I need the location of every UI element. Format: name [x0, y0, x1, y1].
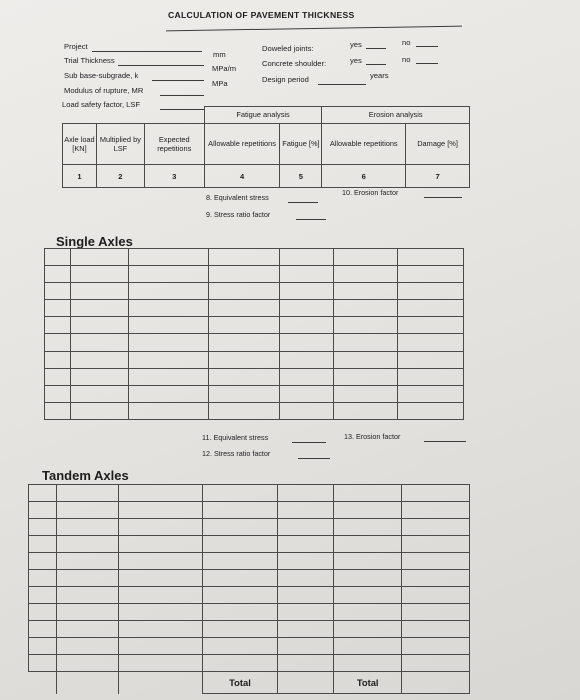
table-cell[interactable]: [118, 553, 202, 570]
table-cell[interactable]: [70, 249, 128, 266]
table-cell[interactable]: [56, 502, 118, 519]
table-cell[interactable]: [278, 502, 334, 519]
tandem-stress-ratio-label: 12. Stress ratio factor: [202, 449, 271, 458]
table-cell[interactable]: [334, 317, 398, 334]
col-axle-load: Axle load [KN]: [63, 123, 97, 165]
table-cell[interactable]: [118, 502, 202, 519]
table-cell[interactable]: [128, 385, 208, 402]
table-cell[interactable]: [70, 283, 128, 300]
table-cell[interactable]: [278, 621, 334, 638]
page-title: CALCULATION OF PAVEMENT THICKNESS: [168, 10, 355, 20]
table-cell[interactable]: [280, 249, 334, 266]
design-period-field[interactable]: [318, 84, 366, 85]
table-cell[interactable]: [402, 655, 470, 672]
table-cell[interactable]: [128, 266, 208, 283]
col-fatigue-percent: Fatigue [%]: [280, 123, 322, 165]
table-cell[interactable]: [29, 502, 57, 519]
table-cell[interactable]: [208, 385, 280, 402]
table-cell[interactable]: [280, 351, 334, 368]
table-cell[interactable]: [278, 519, 334, 536]
table-cell[interactable]: [70, 402, 128, 419]
table-cell[interactable]: [56, 672, 118, 694]
col-damage-percent: Damage [%]: [406, 123, 470, 165]
table-cell[interactable]: [128, 368, 208, 385]
stress-ratio-label: 9. Stress ratio factor: [206, 210, 271, 219]
table-cell[interactable]: [118, 621, 202, 638]
table-cell[interactable]: [278, 587, 334, 604]
stress-ratio-field[interactable]: [296, 219, 326, 220]
table-cell[interactable]: [208, 334, 280, 351]
table-cell[interactable]: [334, 621, 402, 638]
table-cell[interactable]: [402, 519, 470, 536]
table-cell[interactable]: [334, 655, 402, 672]
table-cell[interactable]: [208, 351, 280, 368]
table-cell[interactable]: [202, 519, 278, 536]
erosion-analysis-header: Erosion analysis: [322, 107, 470, 124]
table-cell[interactable]: [29, 587, 57, 604]
table-cell[interactable]: [402, 485, 470, 502]
table-cell[interactable]: [118, 604, 202, 621]
table-cell[interactable]: [56, 604, 118, 621]
table-cell[interactable]: [334, 351, 398, 368]
table-cell[interactable]: [280, 402, 334, 419]
table-cell[interactable]: [334, 536, 402, 553]
table-cell[interactable]: [45, 266, 71, 283]
shoulder-yes: yes: [350, 56, 362, 65]
table-cell[interactable]: [202, 638, 278, 655]
table-cell[interactable]: [278, 655, 334, 672]
table-cell[interactable]: [29, 638, 57, 655]
table-cell[interactable]: [128, 334, 208, 351]
col-number-4: 4: [204, 165, 280, 188]
table-cell[interactable]: [280, 283, 334, 300]
table-cell[interactable]: [402, 570, 470, 587]
table-cell[interactable]: [334, 485, 402, 502]
shoulder-yes-field[interactable]: [366, 64, 386, 65]
table-cell[interactable]: [118, 672, 202, 694]
table-cell[interactable]: [334, 300, 398, 317]
table-cell[interactable]: [334, 334, 398, 351]
table-cell[interactable]: [280, 385, 334, 402]
table-cell[interactable]: [45, 385, 71, 402]
table-cell[interactable]: [208, 283, 280, 300]
table-cell[interactable]: [278, 604, 334, 621]
table-cell[interactable]: [334, 249, 398, 266]
table-cell[interactable]: [402, 553, 470, 570]
table-cell[interactable]: [128, 317, 208, 334]
table-cell[interactable]: [29, 553, 57, 570]
equivalent-stress-label: 8. Equivalent stress: [206, 193, 269, 202]
table-cell[interactable]: [118, 570, 202, 587]
table-cell[interactable]: [56, 536, 118, 553]
analysis-header-table: [62, 106, 470, 188]
table-cell[interactable]: [334, 587, 402, 604]
table-cell[interactable]: [70, 368, 128, 385]
table-cell[interactable]: [334, 519, 402, 536]
project-field[interactable]: [92, 51, 202, 52]
trial-thickness-label: Trial Thickness: [64, 56, 115, 65]
table-cell[interactable]: [398, 266, 464, 283]
table-cell[interactable]: [398, 351, 464, 368]
table-cell[interactable]: [29, 655, 57, 672]
doweled-yes-field[interactable]: [366, 48, 386, 49]
table-cell[interactable]: [45, 402, 71, 419]
table-cell[interactable]: [29, 570, 57, 587]
table-cell[interactable]: [280, 334, 334, 351]
total-fatigue-value[interactable]: [278, 672, 334, 694]
table-cell[interactable]: [402, 587, 470, 604]
unit-mpam: MPa/m: [212, 64, 237, 73]
col-number-7: 7: [406, 165, 470, 188]
tandem-erosion-factor-label: 13. Erosion factor: [344, 432, 401, 441]
modulus-field[interactable]: [160, 95, 204, 96]
table-cell[interactable]: [208, 402, 280, 419]
col-allowable-repetitions-erosion: Allowable repetitions: [322, 123, 406, 165]
table-cell[interactable]: [202, 621, 278, 638]
table-cell[interactable]: [278, 485, 334, 502]
table-cell[interactable]: [128, 402, 208, 419]
table-cell[interactable]: [208, 300, 280, 317]
table-cell[interactable]: [334, 368, 398, 385]
project-label: Project: [64, 42, 88, 51]
table-cell[interactable]: [334, 553, 402, 570]
table-cell[interactable]: [202, 655, 278, 672]
subbase-field[interactable]: [152, 80, 204, 81]
table-cell[interactable]: [202, 587, 278, 604]
table-cell[interactable]: [29, 621, 57, 638]
col-allowable-repetitions-fatigue: Allowable repetitions: [204, 123, 280, 165]
table-cell[interactable]: [45, 351, 71, 368]
table-cell[interactable]: [56, 621, 118, 638]
table-cell[interactable]: [56, 655, 118, 672]
shoulder-no: no: [402, 55, 411, 64]
col-number-3: 3: [144, 165, 204, 188]
table-cell[interactable]: [29, 536, 57, 553]
table-cell[interactable]: [208, 317, 280, 334]
table-cell[interactable]: [45, 317, 71, 334]
tandem-axles-title: Tandem Axles: [42, 468, 129, 483]
table-cell[interactable]: [56, 638, 118, 655]
table-cell[interactable]: [29, 485, 57, 502]
table-cell[interactable]: [334, 638, 402, 655]
title-underline: [166, 26, 462, 32]
table-cell[interactable]: [56, 553, 118, 570]
doweled-no: no: [402, 38, 411, 47]
table-cell[interactable]: [128, 283, 208, 300]
table-cell[interactable]: [128, 351, 208, 368]
table-cell[interactable]: [334, 604, 402, 621]
lsf-label: Load safety factor, LSF: [62, 100, 141, 109]
col-multiplied-lsf: Multiplied by LSF: [96, 123, 144, 165]
years-label: years: [370, 71, 389, 80]
fatigue-analysis-header: Fatigue analysis: [204, 107, 322, 124]
table-cell[interactable]: [278, 570, 334, 587]
table-cell[interactable]: [334, 266, 398, 283]
trial-thickness-field[interactable]: [118, 65, 204, 66]
total-erosion-value[interactable]: [402, 672, 470, 694]
table-cell[interactable]: [118, 655, 202, 672]
total-fatigue-cell: Total: [202, 672, 278, 694]
tandem-erosion-factor-field[interactable]: [424, 441, 466, 442]
unit-mm: mm: [213, 50, 226, 59]
erosion-factor-field[interactable]: [424, 197, 462, 198]
table-cell[interactable]: [280, 300, 334, 317]
table-cell[interactable]: [118, 485, 202, 502]
col-number-5: 5: [280, 165, 322, 188]
table-cell[interactable]: [118, 587, 202, 604]
table-cell[interactable]: [56, 587, 118, 604]
table-cell[interactable]: [70, 334, 128, 351]
table-cell[interactable]: [278, 553, 334, 570]
table-cell[interactable]: [118, 638, 202, 655]
equivalent-stress-field[interactable]: [288, 202, 318, 203]
table-cell[interactable]: [202, 502, 278, 519]
col-expected-repetitions: Expected repetitions: [144, 123, 204, 165]
table-cell[interactable]: [398, 385, 464, 402]
table-cell[interactable]: [334, 502, 402, 519]
table-cell[interactable]: [202, 553, 278, 570]
table-cell[interactable]: [334, 570, 402, 587]
table-cell[interactable]: [202, 536, 278, 553]
table-cell[interactable]: [128, 300, 208, 317]
table-cell[interactable]: [128, 249, 208, 266]
table-cell: [63, 107, 205, 124]
tandem-axles-table[interactable]: [28, 484, 470, 694]
table-cell[interactable]: [334, 402, 398, 419]
subbase-label: Sub base-subgrade, k: [64, 71, 139, 80]
table-cell[interactable]: [202, 604, 278, 621]
table-cell[interactable]: [45, 283, 71, 300]
table-cell[interactable]: [280, 266, 334, 283]
unit-mpa: MPa: [212, 79, 228, 88]
table-cell[interactable]: [118, 519, 202, 536]
table-cell[interactable]: [45, 334, 71, 351]
table-cell[interactable]: [208, 266, 280, 283]
col-number-6: 6: [322, 165, 406, 188]
single-axles-title: Single Axles: [56, 234, 133, 249]
table-cell[interactable]: [70, 385, 128, 402]
table-cell[interactable]: [398, 334, 464, 351]
table-cell[interactable]: [398, 368, 464, 385]
table-cell[interactable]: [402, 536, 470, 553]
table-cell[interactable]: [398, 402, 464, 419]
table-cell[interactable]: [70, 351, 128, 368]
table-cell[interactable]: [70, 300, 128, 317]
single-axles-table[interactable]: [44, 248, 464, 420]
table-cell[interactable]: [45, 368, 71, 385]
tandem-stress-ratio-field[interactable]: [298, 458, 330, 459]
table-cell[interactable]: [70, 266, 128, 283]
tandem-equivalent-stress-label: 11. Equivalent stress: [202, 433, 269, 442]
table-cell[interactable]: [278, 536, 334, 553]
table-cell[interactable]: [56, 519, 118, 536]
table-cell[interactable]: [208, 368, 280, 385]
table-cell[interactable]: [402, 621, 470, 638]
table-cell[interactable]: [45, 300, 71, 317]
table-cell[interactable]: [29, 519, 57, 536]
shoulder-no-field[interactable]: [416, 63, 438, 64]
table-cell[interactable]: [334, 283, 398, 300]
erosion-factor-label: 10. Erosion factor: [342, 188, 399, 197]
doweled-joints-label: Doweled joints:: [262, 44, 314, 53]
table-cell[interactable]: [29, 672, 57, 694]
table-cell[interactable]: [402, 638, 470, 655]
table-cell[interactable]: [208, 249, 280, 266]
table-cell[interactable]: [398, 317, 464, 334]
table-cell[interactable]: [278, 638, 334, 655]
table-cell[interactable]: [398, 283, 464, 300]
doweled-yes: yes: [350, 40, 362, 49]
col-number-1: 1: [63, 165, 97, 188]
table-cell[interactable]: [398, 249, 464, 266]
table-cell[interactable]: [29, 604, 57, 621]
table-cell[interactable]: [118, 536, 202, 553]
table-cell[interactable]: [56, 485, 118, 502]
table-cell[interactable]: [334, 385, 398, 402]
concrete-shoulder-label: Concrete shoulder:: [262, 59, 327, 68]
table-cell[interactable]: [45, 249, 71, 266]
design-period-label: Design period: [262, 75, 309, 84]
table-cell[interactable]: [202, 485, 278, 502]
modulus-label: Modulus of rupture, MR: [64, 86, 144, 95]
tandem-equivalent-stress-field[interactable]: [292, 442, 326, 443]
table-cell[interactable]: [280, 317, 334, 334]
table-cell[interactable]: [280, 368, 334, 385]
total-erosion-cell: Total: [334, 672, 402, 694]
doweled-no-field[interactable]: [416, 46, 438, 47]
table-cell[interactable]: [402, 502, 470, 519]
table-cell[interactable]: [70, 317, 128, 334]
col-number-2: 2: [96, 165, 144, 188]
table-cell[interactable]: [56, 570, 118, 587]
table-cell[interactable]: [398, 300, 464, 317]
table-cell[interactable]: [402, 604, 470, 621]
table-cell[interactable]: [202, 570, 278, 587]
